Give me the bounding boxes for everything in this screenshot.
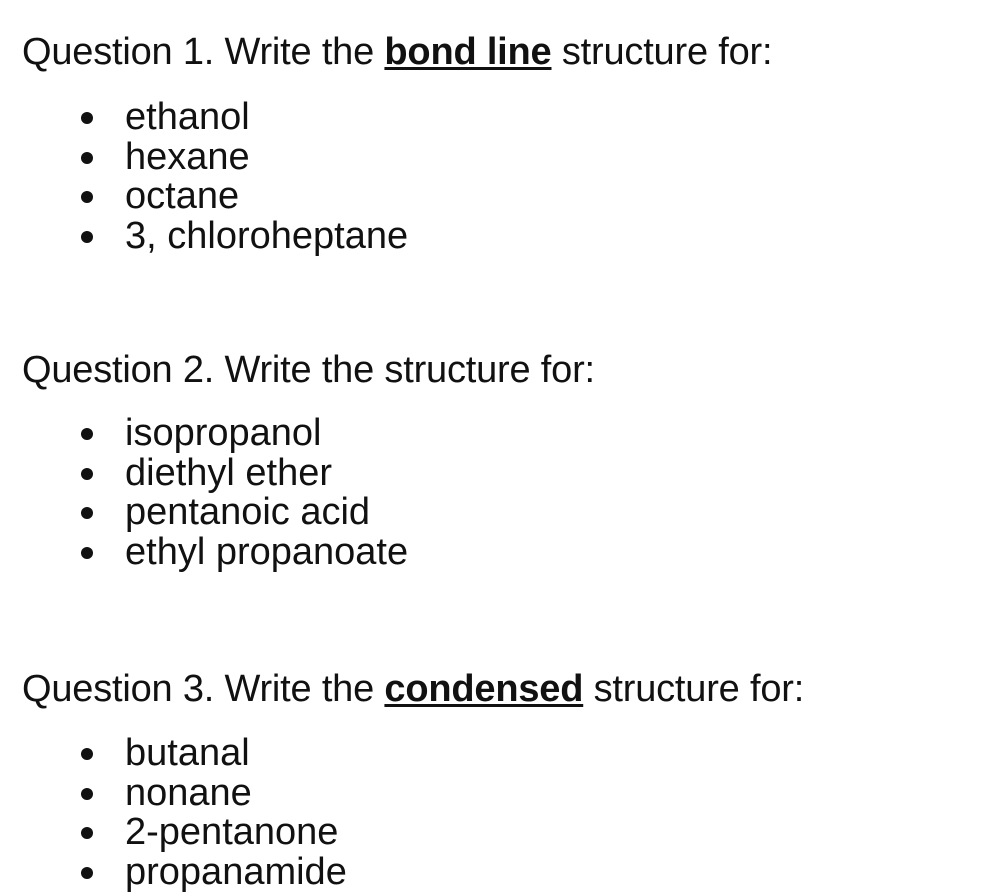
bullet-icon [81,428,93,440]
list-item [22,98,982,138]
bullet-icon [81,788,93,800]
heading-prefix: Question 3. Write the [22,668,385,710]
compound-list [22,734,982,892]
compound-name: 3, chloroheptane [125,214,409,257]
list-item [22,451,982,494]
bullet-icon [81,152,93,164]
heading-prefix: Question 2. Write the structure for: [22,349,595,391]
question-heading [22,348,982,392]
list-item [22,734,982,774]
compound-name: diethyl ether [125,451,333,494]
list-item [22,850,982,893]
compound-list [22,414,982,572]
compound-name: ethyl propanoate [125,530,409,573]
heading-prefix: Question 1. Write the [22,31,385,73]
bullet-icon [81,507,93,519]
compound-name: nonane [125,771,252,814]
bullet-icon [81,547,93,559]
compound-name: isopropanol [125,412,322,454]
list-item [22,214,982,257]
list-item [22,177,982,217]
list-item [22,530,982,573]
compound-name: ethanol [125,96,250,138]
list-item [22,813,982,853]
list-item [22,493,982,533]
compound-name: propanamide [125,850,347,893]
heading-suffix: structure for: [583,668,805,710]
list-item [22,135,982,178]
heading-suffix: structure for: [551,31,773,73]
compound-name: octane [125,175,240,217]
compound-name: butanal [125,732,250,774]
bullet-icon [81,867,93,879]
bullet-icon [81,112,93,124]
heading-emphasis: condensed [384,668,584,710]
question-2 [22,348,982,572]
bullet-icon [81,191,93,203]
heading-emphasis: bond line [384,31,552,73]
bullet-icon [81,468,93,480]
bullet-icon [81,827,93,839]
compound-name: pentanoic acid [125,491,371,533]
bullet-icon [81,231,93,243]
list-item [22,414,982,454]
list-item [22,771,982,814]
question-1 [22,30,982,256]
compound-name: 2-pentanone [125,811,339,853]
question-heading [22,30,982,74]
bullet-icon [81,748,93,760]
question-3 [22,667,982,892]
compound-list [22,98,982,256]
question-heading [22,667,982,711]
compound-name: hexane [125,135,250,178]
